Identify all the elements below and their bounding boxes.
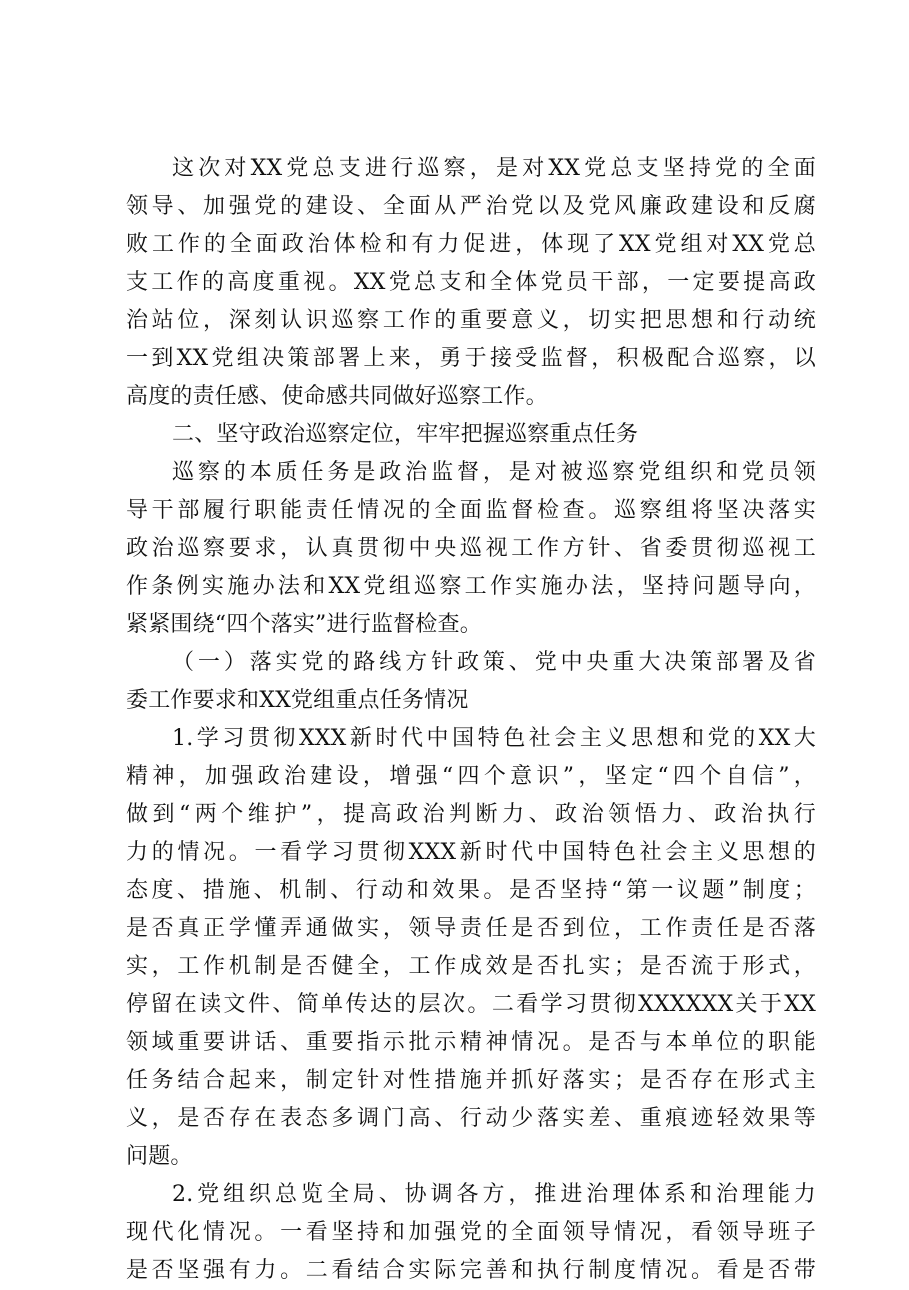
paragraph-line: 停留在读文件、简单传达的层次。二看学习贯彻XXXXXX关于XX [126, 992, 816, 1017]
paragraph-line: 力的情况。一看学习贯彻XXX新时代中国特色社会主义思想的 [126, 840, 816, 865]
paragraph-line: 政治巡察要求，认真贯彻中央巡视工作方针、省委贯彻巡视工 [126, 536, 816, 561]
paragraph-line: 治站位，深刻认识巡察工作的重要意义，切实把思想和行动统 [126, 308, 816, 333]
paragraph-line: 实，工作机制是否健全，工作成效是否扎实；是否流于形式， [126, 954, 816, 979]
paragraph-line: 领导、加强党的建设、全面从严治党以及党风廉政建设和反腐 [126, 194, 816, 219]
paragraph-line: 巡察的本质任务是政治监督，是对被巡察党组织和党员领 [172, 460, 816, 485]
paragraph-line: 这次对XX党总支进行巡察，是对XX党总支坚持党的全面 [172, 156, 816, 181]
paragraph-line: 做到“两个维护”，提高政治判断力、政治领悟力、政治执行 [126, 802, 816, 827]
paragraph-line: 高度的责任感、使命感共同做好巡察工作。 [126, 384, 548, 409]
paragraph-line: 领域重要讲话、重要指示批示精神情况。是否与本单位的职能 [126, 1030, 816, 1055]
paragraph-line: 2.党组织总览全局、协调各方，推进治理体系和治理能力 [172, 1182, 816, 1207]
paragraph-line: 支工作的高度重视。XX党总支和全体党员干部，一定要提高政 [126, 270, 816, 295]
paragraph-line: 是否坚强有力。二看结合实际完善和执行制度情况。看是否带 [126, 1258, 816, 1283]
paragraph-line: 精神，加强政治建设，增强“四个意识”，坚定“四个自信”， [126, 764, 816, 789]
paragraph-line: 导干部履行职能责任情况的全面监督检查。巡察组将坚决落实 [126, 498, 816, 523]
paragraph-line: 问题。 [126, 1144, 193, 1169]
paragraph-line: 是否真正学懂弄通做实，领导责任是否到位，工作责任是否落 [126, 916, 816, 941]
paragraph-line: 作条例实施办法和XX党组巡察工作实施办法，坚持问题导向， [126, 574, 816, 599]
paragraph-line: 任务结合起来，制定针对性措施并抓好落实；是否存在形式主 [126, 1068, 816, 1093]
paragraph-line: 义，是否存在表态多调门高、行动少落实差、重痕迹轻效果等 [126, 1106, 816, 1131]
subsection-heading: （一）落实党的路线方针政策、党中央重大决策部署及省 [172, 650, 816, 675]
paragraph-line: 败工作的全面政治体检和有力促进，体现了XX党组对XX党总 [126, 232, 816, 257]
paragraph-line: 1.学习贯彻XXX新时代中国特色社会主义思想和党的XX大 [172, 726, 816, 751]
paragraph-line: 紧紧围绕“四个落实”进行监督检查。 [126, 612, 482, 637]
subsection-heading: 委工作要求和XX党组重点任务情况 [126, 688, 469, 713]
section-heading: 二、坚守政治巡察定位，牢牢把握巡察重点任务 [172, 422, 639, 447]
paragraph-line: 态度、措施、机制、行动和效果。是否坚持“第一议题”制度； [126, 878, 816, 903]
paragraph-line: 现代化情况。一看坚持和加强党的全面领导情况，看领导班子 [126, 1220, 816, 1245]
paragraph-line: 一到XX党组决策部署上来，勇于接受监督，积极配合巡察，以 [126, 346, 816, 371]
